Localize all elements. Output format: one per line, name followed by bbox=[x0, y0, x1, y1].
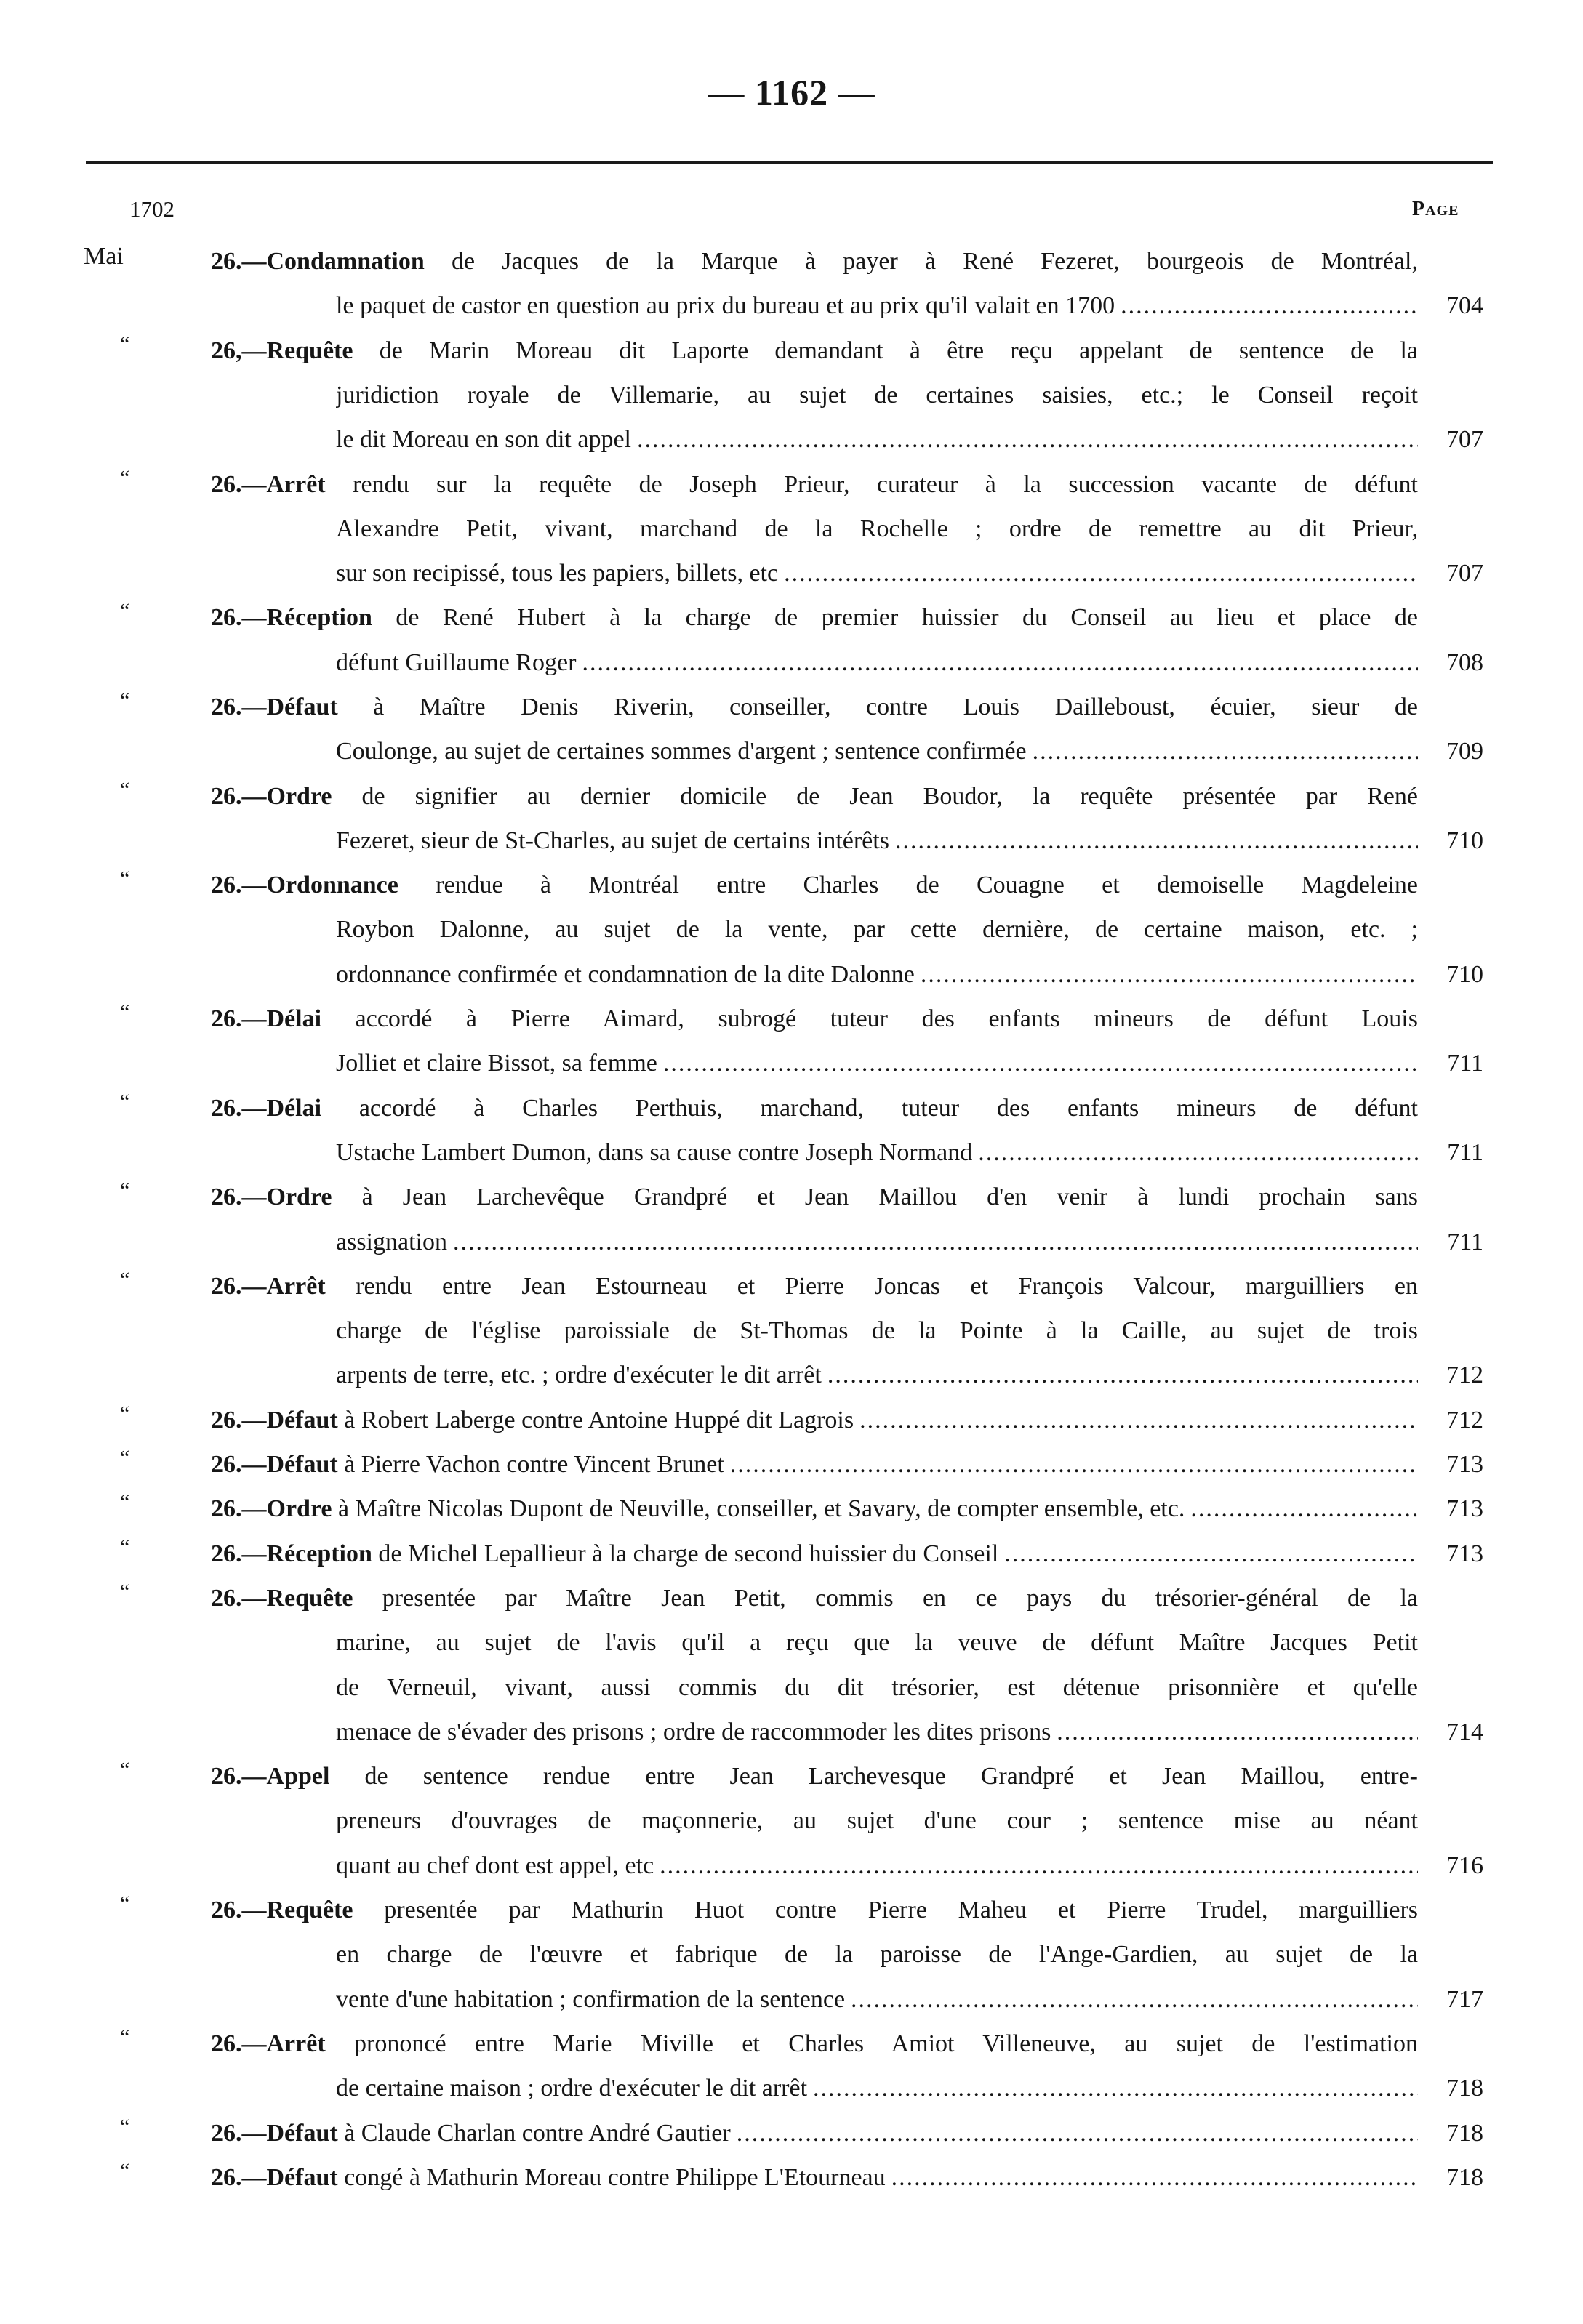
entry-continuation-line bbox=[336, 507, 1418, 551]
page-column-header: Page bbox=[1412, 198, 1459, 220]
entry-text: 26.—Défaut à Robert Laberge contre Antoine Huppé dit Lagrois bbox=[211, 1406, 854, 1434]
index-entry bbox=[0, 240, 1583, 329]
page-reference: 712 bbox=[1446, 1406, 1483, 1434]
dot-leader bbox=[851, 1978, 1418, 2022]
dot-leader bbox=[453, 1221, 1418, 1264]
entry-text: arpents de terre, etc. ; ordre d'exécuter le dit arrêt bbox=[336, 1362, 822, 1389]
page-number: — 1162 — bbox=[708, 72, 875, 113]
ditto-mark: “ bbox=[120, 1490, 130, 1515]
entry-first-line bbox=[211, 1532, 1418, 1576]
entry-first-line bbox=[211, 2156, 1418, 2200]
ditto-mark: “ bbox=[120, 688, 130, 712]
dot-leader bbox=[637, 418, 1418, 462]
entry-text: 26.—Requête presentée par Mathurin Huot contre Pierre Maheu et Pierre Trudel, marguilliers bbox=[211, 1897, 1418, 1924]
index-entry bbox=[0, 1443, 1583, 1487]
entry-text: 26.—Défaut congé à Mathurin Moreau contre Philippe L'Etourneau bbox=[211, 2163, 886, 2191]
dot-leader bbox=[1057, 1710, 1418, 1754]
entry-continuation-line bbox=[336, 1131, 1418, 1175]
entry-text: 26.—Arrêt rendu sur la requête de Joseph Prieur, curateur à la succession vacante de défunt bbox=[211, 470, 1418, 498]
entry-text: 26.—Défaut à Maître Denis Riverin, conseiller, contre Louis Dailleboust, écuier, sieur de bbox=[211, 693, 1418, 720]
ditto-mark: “ bbox=[120, 1000, 130, 1025]
index-entry bbox=[0, 1399, 1583, 1443]
index-entry bbox=[0, 2112, 1583, 2156]
ditto-mark: “ bbox=[120, 1089, 130, 1114]
entry-text: Fezeret, sieur de St-Charles, au sujet de certains intérêts bbox=[336, 827, 889, 854]
index-entry bbox=[0, 1487, 1583, 1532]
entry-text: vente d'une habitation ; confirmation de la sentence bbox=[336, 1985, 846, 2013]
index-entry bbox=[0, 775, 1583, 864]
entry-continuation-line bbox=[336, 1666, 1418, 1710]
entry-text: 26.—Appel de sentence rendue entre Jean Larchevesque Grandpré et Jean Maillou, entre- bbox=[211, 1763, 1418, 1790]
ditto-mark: “ bbox=[120, 1758, 130, 1782]
entry-first-line bbox=[211, 685, 1418, 729]
entry-first-line bbox=[211, 596, 1418, 640]
entry-continuation-line bbox=[336, 1042, 1418, 1085]
entry-text: juridiction royale de Villemarie, au sujet de certaines saisies, etc.; le Conseil reçoit bbox=[336, 381, 1418, 409]
index-entry bbox=[0, 329, 1583, 463]
entry-text: le dit Moreau en son dit appel bbox=[336, 426, 632, 454]
dot-leader bbox=[663, 1042, 1418, 1085]
dot-leader bbox=[827, 1354, 1418, 1397]
entry-text: défunt Guillaume Roger bbox=[336, 648, 577, 676]
entry-text: Alexandre Petit, vivant, marchand de la Rochelle ; ordre de remettre au dit Prieur, bbox=[336, 515, 1418, 542]
index-entry bbox=[0, 1577, 1583, 1755]
entry-first-line bbox=[211, 2112, 1418, 2155]
page-reference: 713 bbox=[1446, 1540, 1483, 1567]
index-entry bbox=[0, 2022, 1583, 2112]
ditto-mark: “ bbox=[120, 1446, 130, 1471]
page-reference: 714 bbox=[1446, 1718, 1483, 1745]
entry-continuation-line bbox=[336, 730, 1418, 773]
entry-text: 26.—Réception de René Hubert à la charge de premier huissier du Conseil au lieu et place de bbox=[211, 604, 1418, 632]
ditto-mark: “ bbox=[120, 2158, 130, 2183]
dot-leader bbox=[784, 552, 1418, 595]
entry-text: quant au chef dont est appel, etc bbox=[336, 1851, 654, 1879]
entry-first-line bbox=[211, 1889, 1418, 1932]
index-entry bbox=[0, 2156, 1583, 2200]
entry-continuation-line bbox=[336, 641, 1418, 685]
entry-text: 26.—Défaut à Claude Charlan contre André Gautier bbox=[211, 2119, 731, 2147]
entry-text: Roybon Dalonne, au sujet de la vente, par cette dernière, de certaine maison, etc. ; bbox=[336, 916, 1418, 944]
month-label: Mai bbox=[84, 243, 124, 270]
entry-continuation-line bbox=[336, 1933, 1418, 1977]
entry-first-line bbox=[211, 1175, 1418, 1219]
entry-first-line bbox=[211, 2022, 1418, 2066]
page-reference: 711 bbox=[1447, 1050, 1483, 1077]
index-entry bbox=[0, 685, 1583, 775]
dot-leader bbox=[895, 819, 1418, 863]
header-rule bbox=[86, 161, 1493, 164]
page-reference: 707 bbox=[1446, 426, 1483, 454]
page-reference: 710 bbox=[1446, 827, 1483, 854]
index-entry bbox=[0, 463, 1583, 597]
entry-text: de Verneuil, vivant, aussi commis du dit trésorier, est détenue prisonnière et qu'elle bbox=[336, 1673, 1418, 1701]
entry-continuation-line bbox=[336, 552, 1418, 595]
ditto-mark: “ bbox=[120, 1535, 130, 1559]
entry-text: 26.—Défaut à Pierre Vachon contre Vincent Brunet bbox=[211, 1451, 724, 1479]
entry-text: 26.—Condamnation de Jacques de la Marque à payer à René Fezeret, bourgeois de Montréal, bbox=[211, 248, 1418, 275]
year-label: 1702 bbox=[129, 196, 175, 222]
dot-leader bbox=[582, 641, 1418, 685]
ditto-mark: “ bbox=[120, 777, 130, 802]
page-reference: 712 bbox=[1446, 1362, 1483, 1389]
entry-text: 26.—Réception de Michel Lepallieur à la charge de second huissier du Conseil bbox=[211, 1540, 999, 1567]
page-reference: 707 bbox=[1446, 560, 1483, 587]
page-reference: 718 bbox=[1446, 2163, 1483, 2191]
index-entry bbox=[0, 1087, 1583, 1176]
entry-continuation-line bbox=[336, 284, 1418, 328]
dot-leader bbox=[1033, 730, 1418, 773]
entry-first-line bbox=[211, 1265, 1418, 1308]
page-reference: 711 bbox=[1447, 1228, 1483, 1255]
entry-continuation-line bbox=[336, 1978, 1418, 2022]
dot-leader bbox=[660, 1844, 1418, 1888]
entry-text: 26.—Ordre de signifier au dernier domicile de Jean Boudor, la requête présentée par René bbox=[211, 782, 1418, 810]
ditto-mark: “ bbox=[120, 1580, 130, 1604]
index-entry bbox=[0, 1889, 1583, 2022]
index-entry bbox=[0, 997, 1583, 1087]
dot-leader bbox=[891, 2156, 1418, 2200]
page-reference: 709 bbox=[1446, 738, 1483, 765]
dot-leader bbox=[1121, 284, 1418, 328]
entry-text: 26.—Requête presentée par Maître Jean Petit, commis en ce pays du trésorier-général de la bbox=[211, 1585, 1418, 1612]
index-entry bbox=[0, 1755, 1583, 1889]
entry-continuation-line bbox=[336, 1354, 1418, 1397]
ditto-mark: “ bbox=[120, 1178, 130, 1203]
dot-leader bbox=[921, 953, 1418, 997]
entry-continuation-line bbox=[336, 1844, 1418, 1888]
entry-continuation-line bbox=[336, 374, 1418, 417]
entry-text: 26.—Ordre à Jean Larchevêque Grandpré et Jean Maillou d'en venir à lundi prochain sans bbox=[211, 1183, 1418, 1211]
entry-first-line bbox=[211, 1399, 1418, 1442]
dot-leader bbox=[1004, 1532, 1418, 1576]
entry-first-line bbox=[211, 240, 1418, 284]
dot-leader bbox=[737, 2112, 1418, 2155]
entry-text: menace de s'évader des prisons ; ordre de raccommoder les dites prisons bbox=[336, 1718, 1051, 1745]
entry-first-line bbox=[211, 1487, 1418, 1531]
page-reference: 718 bbox=[1446, 2119, 1483, 2147]
entry-text: 26.—Délai accordé à Charles Perthuis, marchand, tuteur des enfants mineurs de défunt bbox=[211, 1094, 1418, 1122]
entry-continuation-line bbox=[336, 908, 1418, 952]
entry-first-line bbox=[211, 1755, 1418, 1798]
entry-first-line bbox=[211, 864, 1418, 907]
ditto-mark: “ bbox=[120, 1401, 130, 1426]
entry-text: preneurs d'ouvrages de maçonnerie, au sujet d'une cour ; sentence mise au néant bbox=[336, 1807, 1418, 1835]
entry-continuation-line bbox=[336, 1309, 1418, 1353]
ditto-mark: “ bbox=[120, 1267, 130, 1292]
index-entry bbox=[0, 1532, 1583, 1577]
entry-first-line bbox=[211, 1577, 1418, 1620]
page-reference: 708 bbox=[1446, 648, 1483, 676]
ditto-mark: “ bbox=[120, 465, 130, 490]
entry-text: assignation bbox=[336, 1228, 447, 1255]
entry-first-line bbox=[211, 329, 1418, 373]
ditto-mark: “ bbox=[120, 2114, 130, 2139]
index-entry bbox=[0, 864, 1583, 997]
entry-continuation-line bbox=[336, 418, 1418, 462]
ditto-mark: “ bbox=[120, 2025, 130, 2049]
page-reference: 711 bbox=[1447, 1138, 1483, 1166]
entry-text: Coulonge, au sujet de certaines sommes d'argent ; sentence confirmée bbox=[336, 738, 1027, 765]
index-entry bbox=[0, 1175, 1583, 1265]
entry-first-line bbox=[211, 1087, 1418, 1130]
page-reference: 717 bbox=[1446, 1985, 1483, 2013]
ditto-mark: “ bbox=[120, 331, 130, 356]
entry-text: marine, au sujet de l'avis qu'il a reçu que la veuve de défunt Maître Jacques Petit bbox=[336, 1629, 1418, 1657]
dot-leader bbox=[1190, 1487, 1418, 1531]
entry-text: le paquet de castor en question au prix du bureau et au prix qu'il valait en 1700 bbox=[336, 292, 1115, 320]
ditto-mark: “ bbox=[120, 599, 130, 624]
entry-continuation-line bbox=[336, 953, 1418, 997]
entry-continuation-line bbox=[336, 1799, 1418, 1843]
entry-text: 26.—Délai accordé à Pierre Aimard, subrogé tuteur des enfants mineurs de défunt Louis bbox=[211, 1005, 1418, 1033]
entry-text: Jolliet et claire Bissot, sa femme bbox=[336, 1050, 657, 1077]
entry-text: 26.—Ordonnance rendue à Montréal entre Charles de Couagne et demoiselle Magdeleine bbox=[211, 872, 1418, 899]
index-entry bbox=[0, 596, 1583, 685]
entry-continuation-line bbox=[336, 2067, 1418, 2110]
page-reference: 713 bbox=[1446, 1495, 1483, 1523]
entry-text: charge de l'église paroissiale de St-Thomas de la Pointe à la Caille, au sujet de trois bbox=[336, 1317, 1418, 1345]
dot-leader bbox=[859, 1399, 1418, 1442]
entry-continuation-line bbox=[336, 1710, 1418, 1754]
entry-text: 26.—Arrêt prononcé entre Marie Miville et Charles Amiot Villeneuve, au sujet de l'estimation bbox=[211, 2030, 1418, 2057]
entry-first-line bbox=[211, 1443, 1418, 1487]
page-reference: 704 bbox=[1446, 292, 1483, 320]
entry-text: 26.—Arrêt rendu entre Jean Estourneau et Pierre Joncas et François Valcour, marguilliers en bbox=[211, 1272, 1418, 1300]
entry-continuation-line bbox=[336, 1621, 1418, 1665]
entry-first-line bbox=[211, 775, 1418, 819]
page-reference: 713 bbox=[1446, 1451, 1483, 1479]
entry-text: 26,—Requête de Marin Moreau dit Laporte demandant à être reçu appelant de sentence de la bbox=[211, 337, 1418, 364]
entry-text: 26.—Ordre à Maître Nicolas Dupont de Neuville, conseiller, et Savary, de compter ensemble, etc. bbox=[211, 1495, 1185, 1523]
dot-leader bbox=[978, 1131, 1418, 1175]
dot-leader bbox=[730, 1443, 1418, 1487]
ditto-mark: “ bbox=[120, 867, 130, 891]
page-reference: 710 bbox=[1446, 960, 1483, 988]
entry-continuation-line bbox=[336, 819, 1418, 863]
index-entry bbox=[0, 1265, 1583, 1399]
ditto-mark: “ bbox=[120, 1891, 130, 1916]
dot-leader bbox=[813, 2067, 1418, 2110]
entry-continuation-line bbox=[336, 1221, 1418, 1264]
entry-text: de certaine maison ; ordre d'exécuter le dit arrêt bbox=[336, 2075, 808, 2102]
entry-first-line bbox=[211, 463, 1418, 507]
page-reference: 716 bbox=[1446, 1851, 1483, 1879]
entry-text: en charge de l'œuvre et fabrique de la paroisse de l'Ange-Gardien, au sujet de la bbox=[336, 1941, 1418, 1969]
entry-first-line bbox=[211, 997, 1418, 1041]
entry-text: Ustache Lambert Dumon, dans sa cause contre Joseph Normand bbox=[336, 1138, 973, 1166]
page-reference: 718 bbox=[1446, 2075, 1483, 2102]
entry-text: ordonnance confirmée et condamnation de la dite Dalonne bbox=[336, 960, 915, 988]
entry-text: sur son recipissé, tous les papiers, billets, etc bbox=[336, 560, 779, 587]
